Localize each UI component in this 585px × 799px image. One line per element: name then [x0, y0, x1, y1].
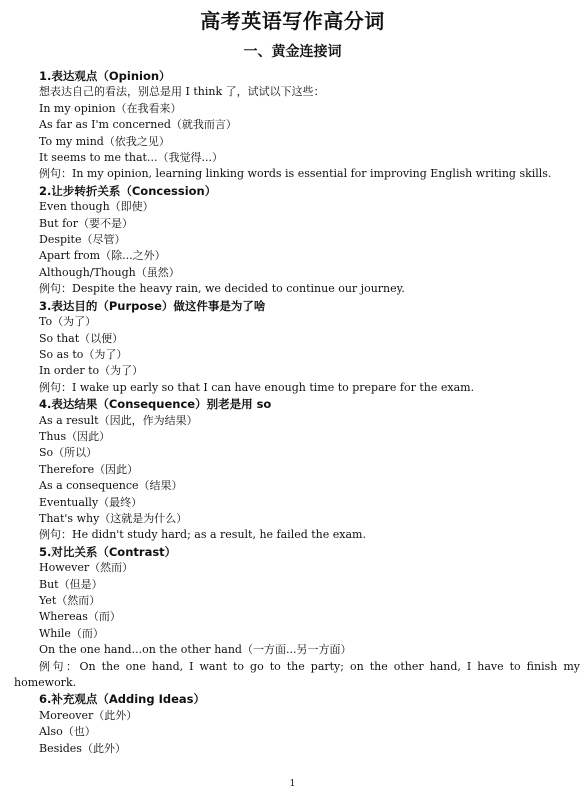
phrase-item: That's why（这就是为什么） [39, 511, 188, 525]
phrase-item: But for（要不是） [39, 216, 134, 230]
phrase-item: Although/Though（虽然） [39, 265, 180, 279]
phrase-item: Therefore（因此） [39, 462, 139, 476]
section-heading: 5.对比关系（Contrast） [39, 544, 177, 559]
intro-text: 想表达自己的看法，别总是用 I think 了，试试以下这些： [39, 85, 325, 99]
phrase-item: Yet（然而） [39, 594, 101, 607]
phrase-item: As a consequence（结果） [39, 479, 183, 493]
example-sentence: 例句：In my opinion, learning linking words is essential for improving English writing skills. [39, 167, 552, 181]
page-title: 高考英语写作高分词 [200, 9, 385, 33]
section-heading: 6.补充观点（Adding Ideas） [39, 692, 206, 707]
phrase-item: In my opinion（在我看来） [39, 101, 182, 115]
phrase-item: It seems to me that...（我觉得...） [39, 151, 223, 165]
phrase-item: In order to（为了） [39, 364, 144, 378]
phrase-item: Whereas（而） [39, 610, 121, 624]
phrase-item: Even though（即使） [39, 200, 154, 214]
phrase-item: Despite（尽管） [39, 233, 126, 247]
phrase-item: However（然而） [39, 561, 134, 575]
section-heading: 2.让步转折关系（Concession） [39, 183, 217, 198]
example-sentence: 例句：He didn't study hard; as a result, he failed the exam. [39, 528, 366, 542]
phrase-item: So as to（为了） [39, 347, 128, 361]
phrase-item: Apart from（除...之外） [39, 249, 166, 263]
phrase-item: On the one hand...on the other hand（一方面...另一方面） [39, 643, 352, 657]
section-heading: 3.表达目的（Purpose）做这件事是为了啥 [39, 298, 266, 313]
phrase-item: Thus（因此） [39, 429, 111, 443]
section-title: 一、黄金连接词 [243, 44, 342, 60]
phrase-item: Besides（此外） [39, 741, 126, 755]
page-number: 1 [289, 779, 296, 789]
example-sentence: 例句：I wake up early so that I can have enough time to prepare for the exam. [39, 380, 475, 394]
example-sentence: 例句：On the one hand, I want to go to the party; on the other hand, I have to finish my homework. [14, 659, 580, 690]
phrase-item: As far as I'm concerned（就我而言） [39, 118, 237, 132]
phrase-item: Eventually（最终） [39, 495, 143, 509]
phrase-item: So（所以） [39, 446, 98, 460]
phrase-item: But（但是） [39, 577, 103, 591]
phrase-item: To（为了） [39, 315, 97, 329]
phrase-item: Moreover（此外） [39, 708, 138, 722]
phrase-item: To my mind（依我之见） [39, 134, 170, 148]
section-heading: 4.表达结果（Consequence）别老是用 so [39, 397, 272, 412]
example-sentence: 例句：Despite the heavy rain, we decided to continue our journey. [39, 282, 405, 296]
phrase-item: As a result（因此，作为结果） [39, 413, 198, 427]
phrase-item: Also（也） [39, 725, 96, 739]
section-heading: 1.表达观点（Opinion） [39, 69, 171, 83]
phrase-item: So that（以便） [39, 331, 124, 345]
phrase-item: While（而） [39, 626, 104, 640]
document-body [14, 68, 580, 757]
